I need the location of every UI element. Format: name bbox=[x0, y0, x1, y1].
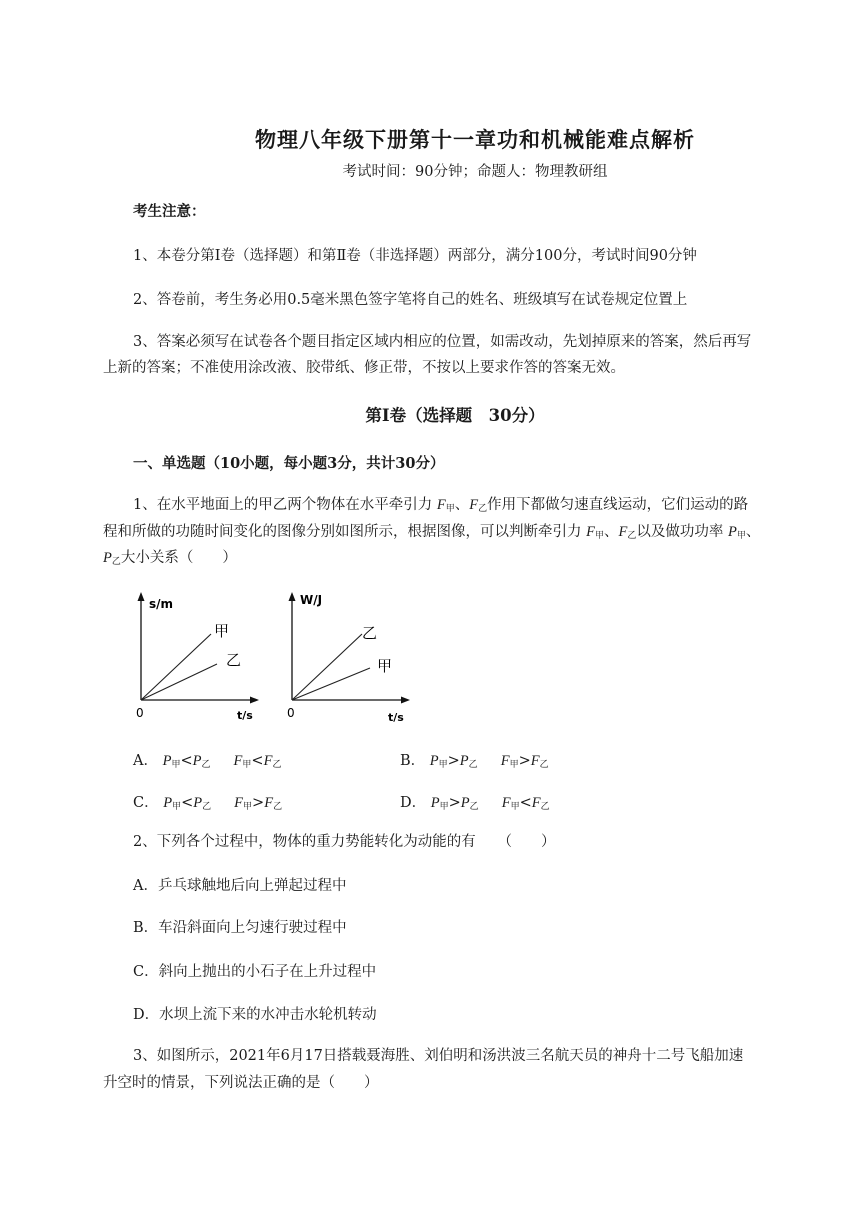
notice-item-1: 1、本卷分第Ⅰ卷（选择题）和第Ⅱ卷（非选择题）两部分，满分100分，考试时间90分钟 bbox=[133, 248, 697, 264]
section-title: 第Ⅰ卷（选择题 30分） bbox=[365, 406, 545, 425]
y-axis-arrow bbox=[138, 592, 145, 601]
exam-info: 考试时间：90分钟；命题人：物理教研组 bbox=[342, 164, 608, 180]
graph-w-t bbox=[276, 588, 416, 728]
label-yi: 乙 bbox=[226, 651, 242, 669]
q1-option-d[interactable]: D． $P_甲>P_乙$ $F_甲<F_乙$ bbox=[400, 795, 550, 812]
notice-heading: 考生注意： bbox=[133, 203, 206, 220]
graph-s-t bbox=[125, 588, 265, 728]
y-axis-label: W/J bbox=[300, 593, 323, 607]
q1-line-1: 1、在水平地面上的甲乙两个物体在水平牵引力 $F_甲$、$F_乙$作用下都做匀速直线运动，它们运动的路 bbox=[133, 497, 749, 514]
q1-line-3: $P_乙$大小关系（ ） bbox=[103, 550, 237, 567]
x-axis-label: t/s bbox=[237, 709, 253, 722]
line-jia bbox=[292, 668, 370, 700]
line-yi bbox=[141, 664, 217, 700]
q2-option-c[interactable]: C．斜向上抛出的小石子在上升过程中 bbox=[133, 964, 377, 980]
q1-option-a[interactable]: A． $P_甲<P_乙$ $F_甲<F_乙$ bbox=[133, 753, 282, 770]
origin-label: 0 bbox=[136, 706, 144, 720]
q2-option-d[interactable]: D．水坝上流下来的水冲击水轮机转动 bbox=[133, 1007, 377, 1023]
notice-item-3-cont: 上新的答案；不准使用涂改液、胶带纸、修正带，不按以上要求作答的答案无效。 bbox=[103, 360, 625, 376]
line-yi bbox=[292, 634, 362, 700]
origin-label: 0 bbox=[287, 706, 295, 720]
x-axis-label: t/s bbox=[388, 711, 404, 724]
q1-option-b[interactable]: B． $P_甲>P_乙$ $F_甲>F_乙$ bbox=[400, 753, 549, 770]
notice-item-2: 2、答卷前，考生务必用0.5毫米黑色签字笔将自己的姓名、班级填写在试卷规定位置上 bbox=[133, 292, 688, 308]
label-yi: 乙 bbox=[362, 624, 378, 642]
y-axis-arrow bbox=[289, 592, 296, 601]
q1-line-2: 程和所做的功随时间变化的图像分别如图所示，根据图像，可以判断牵引力 $F_甲$、$F_乙$以及做功功率 $P_甲$、 bbox=[103, 524, 761, 541]
x-axis-arrow bbox=[250, 697, 259, 704]
q1-option-c[interactable]: C． $P_甲<P_乙$ $F_甲>F_乙$ bbox=[133, 795, 283, 812]
part-title: 一、单选题（10小题，每小题3分，共计30分） bbox=[133, 455, 445, 472]
q2-option-b[interactable]: B．车沿斜面向上匀速行驶过程中 bbox=[133, 920, 347, 936]
q2-option-a[interactable]: A．乒乓球触地后向上弹起过程中 bbox=[133, 878, 347, 894]
label-jia: 甲 bbox=[377, 657, 393, 675]
q3-line-1: 3、如图所示，2021年6月17日搭载聂海胜、刘伯明和汤洪波三名航天员的神舟十二号飞船加速 bbox=[133, 1048, 744, 1064]
notice-item-3: 3、答案必须写在试卷各个题目指定区域内相应的位置，如需改动，先划掉原来的答案，然后再写 bbox=[133, 334, 752, 350]
label-jia: 甲 bbox=[214, 622, 230, 640]
x-axis-arrow bbox=[401, 697, 410, 704]
q3-line-2: 升空时的情景，下列说法正确的是（ ） bbox=[103, 1075, 379, 1091]
y-axis-label: s/m bbox=[149, 597, 174, 611]
page-title: 物理八年级下册第十一章功和机械能难点解析 bbox=[255, 127, 695, 152]
q2-stem: 2、下列各个过程中，物体的重力势能转化为动能的有 （ ） bbox=[133, 834, 556, 850]
line-jia bbox=[141, 634, 211, 700]
